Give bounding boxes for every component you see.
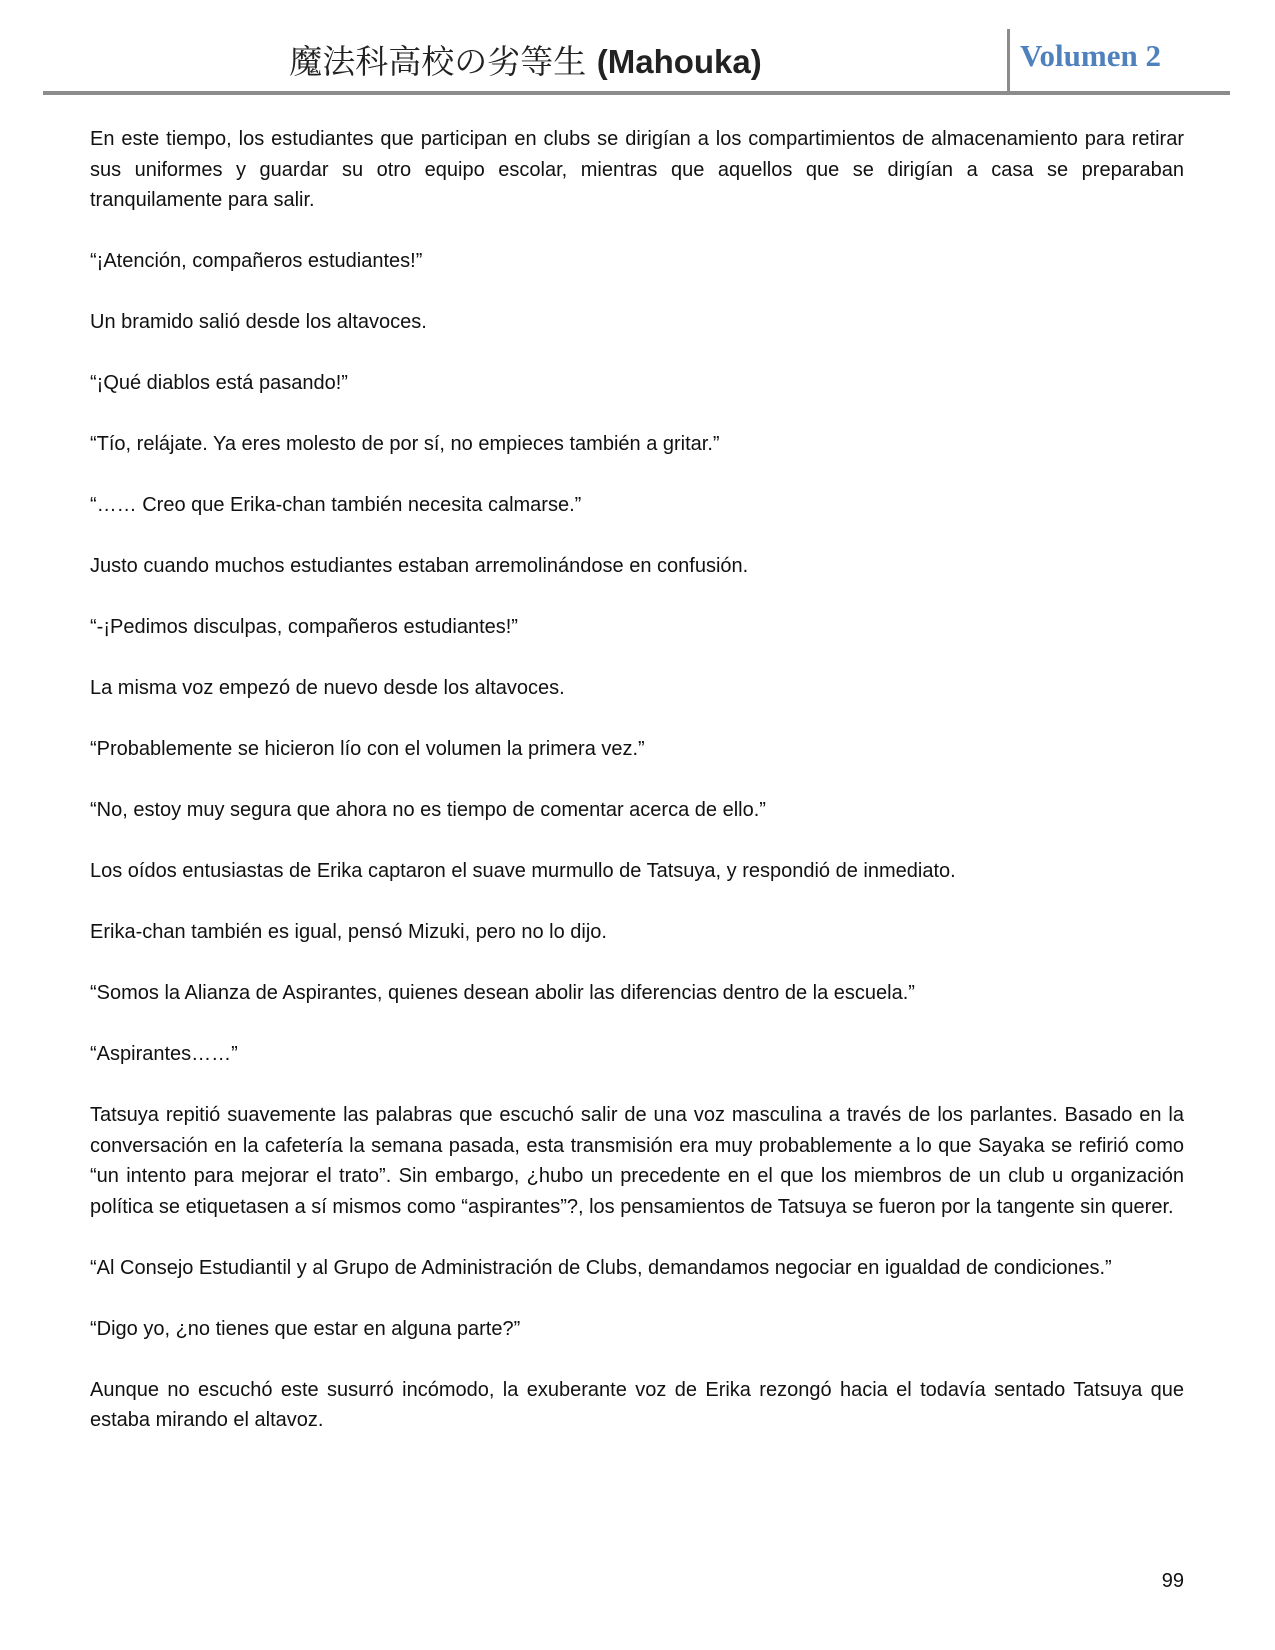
paragraph: “¡Atención, compañeros estudiantes!” (90, 250, 423, 272)
page-number: 99 (1161, 1570, 1184, 1592)
page-body (90, 124, 1184, 1466)
paragraph: “¡Qué diablos está pasando!” (90, 372, 348, 394)
paragraph: “Aspirantes……” (90, 1043, 238, 1065)
paragraph: En este tiempo, los estudiantes que participan en clubs se dirigían a los compartimientos de almacenamiento para retirar sus uniformes y guardar su otro equipo escolar, mientras que aquellos que se dirigían a casa se preparaban tranquilamente para salir. (90, 128, 1184, 211)
paragraph: Justo cuando muchos estudiantes estaban arremolinándose en confusión. (90, 555, 749, 577)
paragraph: Un bramido salió desde los altavoces. (90, 311, 427, 333)
paragraph: Tatsuya repitió suavemente las palabras que escuchó salir de una voz masculina a través de los parlantes. Basado en la conversación en la cafetería la semana pasada, esta transmisión era muy probablemente a lo que Sayaka se refirió como “un intento para mejorar el trato”. Sin embargo, ¿hubo un precedente en el que los miembros de un club u organización política se etiquetasen a sí mismos como “aspirantes”?, los pensamientos de Tatsuya se fueron por la tangente sin querer. (90, 1104, 1184, 1218)
paragraph: “Somos la Alianza de Aspirantes, quienes desean abolir las diferencias dentro de la escuela.” (90, 982, 915, 1004)
header-title (43, 36, 1008, 83)
paragraph: La misma voz empezó de nuevo desde los altavoces. (90, 677, 565, 699)
paragraph: “…… Creo que Erika-chan también necesita calmarse.” (90, 494, 582, 516)
header-rule (43, 91, 1230, 95)
paragraph: Los oídos entusiastas de Erika captaron el suave murmullo de Tatsuya, y respondió de inmediato. (90, 860, 956, 882)
paragraph: Aunque no escuchó este susurró incómodo, la exuberante voz de Erika rezongó hacia el todavía sentado Tatsuya que estaba mirando el altavoz. (90, 1378, 1184, 1431)
paragraph: “Tío, relájate. Ya eres molesto de por sí, no empieces también a gritar.” (90, 433, 720, 455)
header-volume: Volumen 2 (1020, 38, 1161, 73)
header-title-latin: (Mahouka) (596, 43, 762, 80)
paragraph: “Probablemente se hicieron lío con el volumen la primera vez.” (90, 738, 645, 760)
paragraph: “-¡Pedimos disculpas, compañeros estudiantes!” (90, 616, 518, 638)
header-title-japanese: 魔法科高校の劣等生 (289, 42, 587, 81)
header-divider (1007, 29, 1010, 93)
paragraph: Erika-chan también es igual, pensó Mizuki, pero no lo dijo. (90, 921, 607, 943)
paragraph: “Digo yo, ¿no tienes que estar en alguna parte?” (90, 1317, 521, 1340)
paragraph: “No, estoy muy segura que ahora no es tiempo de comentar acerca de ello.” (90, 799, 766, 821)
paragraph: “Al Consejo Estudiantil y al Grupo de Administración de Clubs, demandamos negociar en igualdad de condiciones.” (90, 1256, 1112, 1279)
